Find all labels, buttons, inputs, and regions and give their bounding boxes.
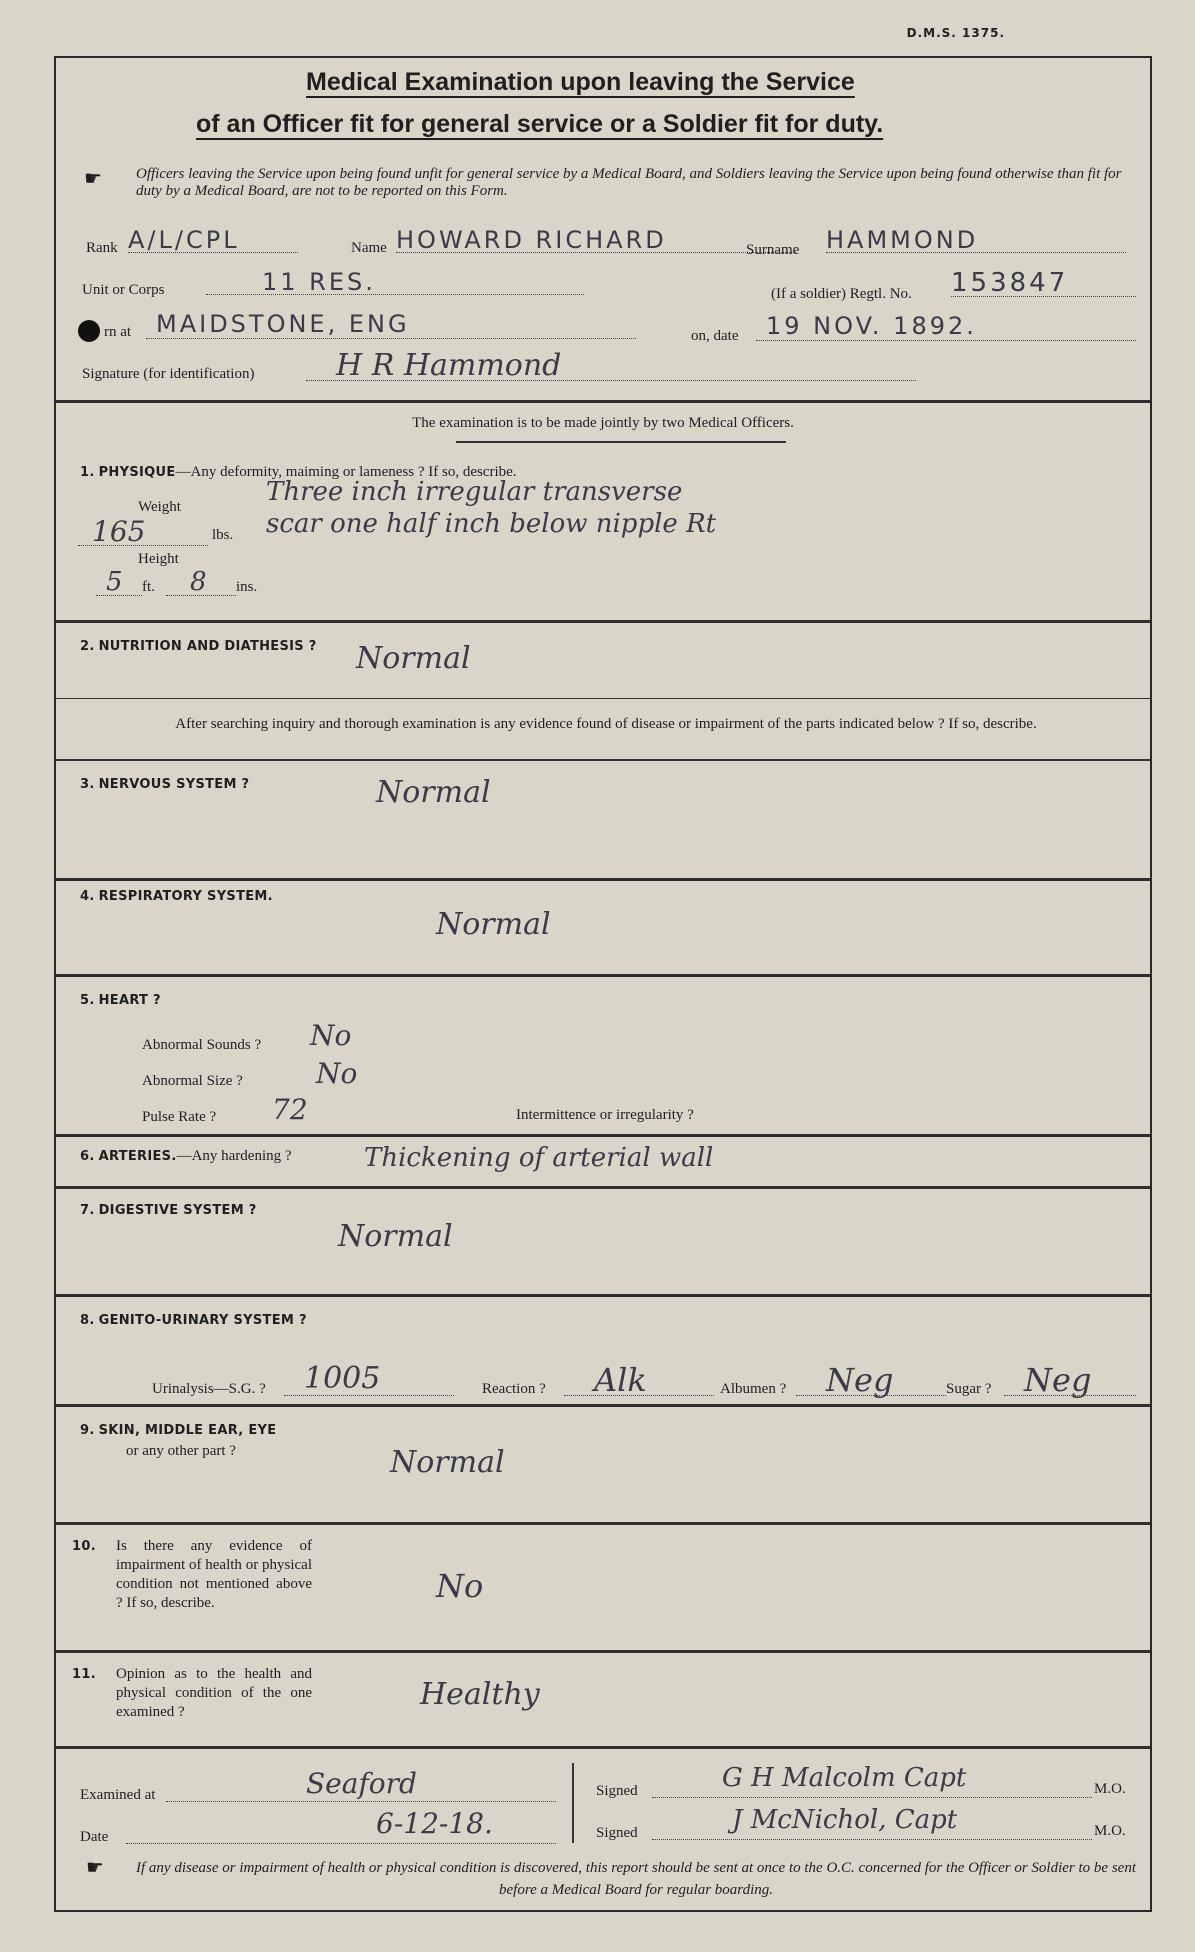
regtl-field xyxy=(951,268,1136,297)
rank-label: Rank xyxy=(86,240,118,256)
arteries-answer: Thickening of arterial wall xyxy=(364,1143,714,1173)
sugar-label: Sugar ? xyxy=(946,1381,992,1397)
abnormal-size-label: Abnormal Size ? xyxy=(142,1073,243,1089)
mo1-label: M.O. xyxy=(1094,1781,1126,1797)
exam-note-rule xyxy=(456,441,786,443)
sg-field xyxy=(284,1361,454,1396)
nervous-number: 3. xyxy=(80,777,95,792)
opinion-number: 11. xyxy=(72,1667,96,1682)
surname-value: HAMMOND xyxy=(826,226,979,254)
weight-label: Weight xyxy=(138,499,181,515)
punch-hole xyxy=(78,320,100,342)
section-nervous xyxy=(56,761,1150,881)
skin-answer: Normal xyxy=(390,1445,505,1480)
reaction-label: Reaction ? xyxy=(482,1381,546,1397)
height-in-value: 8 xyxy=(190,567,207,597)
name-field xyxy=(396,226,796,253)
height-in-field xyxy=(166,567,236,596)
opinion-answer: Healthy xyxy=(420,1677,540,1712)
height-ft-field xyxy=(96,567,142,596)
arteries-number: 6. xyxy=(80,1149,95,1164)
albumen-label: Albumen ? xyxy=(720,1381,787,1397)
nutrition-title: NUTRITION AND DIATHESIS ? xyxy=(98,639,317,654)
evidence-number: 10. xyxy=(72,1539,96,1554)
nutrition-number: 2. xyxy=(80,639,95,654)
section-skin xyxy=(56,1407,1150,1525)
examined-at-field xyxy=(166,1767,556,1802)
sugar-field xyxy=(1004,1361,1136,1399)
born-field xyxy=(146,310,636,339)
weight-value: 165 xyxy=(92,515,146,548)
pulse-rate-label: Pulse Rate ? xyxy=(142,1109,217,1125)
rank-value: A/L/CPL xyxy=(128,226,240,254)
opinion-question: Opinion as to the health and physical condition of the one examined ? xyxy=(116,1666,312,1720)
irregularity-label: Intermittence or irregularity ? xyxy=(516,1107,694,1123)
signature-label: Signature (for identification) xyxy=(82,366,255,382)
pointing-hand-icon: ☛ xyxy=(84,168,102,190)
exam-date-field xyxy=(126,1807,556,1844)
ins-label: ins. xyxy=(236,579,258,595)
exam-date-label: Date xyxy=(80,1829,109,1845)
date-of-birth-label: on, date xyxy=(691,328,739,344)
reaction-field xyxy=(564,1361,714,1399)
sg-value: 1005 xyxy=(304,1361,381,1396)
form-title-line2: of an Officer fit for general service or a Soldier fit for duty. xyxy=(196,110,884,138)
section-evidence xyxy=(56,1525,1150,1653)
albumen-value: Neg xyxy=(826,1361,894,1399)
skin-number: 9. xyxy=(80,1423,95,1438)
pulse-rate-value: 72 xyxy=(272,1093,308,1126)
arteries-question: —Any hardening ? xyxy=(176,1148,292,1164)
date-of-birth-value: 19 NOV. 1892. xyxy=(766,312,977,340)
height-label: Height xyxy=(138,551,179,567)
height-ft-value: 5 xyxy=(106,567,123,597)
surname-label: Surname xyxy=(746,242,800,258)
physique-title: PHYSIQUE xyxy=(98,465,176,480)
rank-field xyxy=(128,226,298,253)
section-digestive xyxy=(56,1189,1150,1297)
search-note-section xyxy=(56,699,1150,761)
section-heart xyxy=(56,977,1150,1137)
genito-number: 8. xyxy=(80,1313,95,1328)
respiratory-number: 4. xyxy=(80,889,95,904)
pointing-hand-icon: ☛ xyxy=(86,1857,104,1879)
reaction-value: Alk xyxy=(594,1361,647,1399)
signed1-field xyxy=(652,1763,1092,1798)
signed2-value: J McNichol, Capt xyxy=(732,1805,958,1835)
abnormal-size-value: No xyxy=(316,1057,358,1090)
arteries-title: ARTERIES. xyxy=(98,1149,177,1164)
signature-value: H R Hammond xyxy=(336,348,562,383)
nervous-title: NERVOUS SYSTEM ? xyxy=(98,777,250,792)
weight-field xyxy=(78,515,208,546)
respiratory-title: RESPIRATORY SYSTEM. xyxy=(98,889,273,904)
abnormal-sounds-label: Abnormal Sounds ? xyxy=(142,1037,262,1053)
signed2-label: Signed xyxy=(596,1825,638,1841)
examined-at-value: Seaford xyxy=(306,1767,417,1800)
ft-label: ft. xyxy=(142,579,155,595)
exam-note: The examination is to be made jointly by two Medical Officers. xyxy=(412,415,794,431)
signed1-value: G H Malcolm Capt xyxy=(722,1763,967,1793)
exam-note-section xyxy=(56,403,1150,445)
lbs-label: lbs. xyxy=(212,527,234,543)
nutrition-answer: Normal xyxy=(356,641,471,676)
name-label: Name xyxy=(351,240,387,256)
section-respiratory xyxy=(56,881,1150,977)
section-genito-urinary xyxy=(56,1297,1150,1407)
nervous-answer: Normal xyxy=(376,775,491,810)
final-note: If any disease or impairment of health or physical condition is discovered, this report should be sent at once to the O.C. concerned for the Officer or Soldier to be sent before a Medical Board for regular boarding. xyxy=(136,1860,1136,1898)
regtl-value: 153847 xyxy=(951,268,1069,298)
signature-field xyxy=(306,348,916,381)
regtl-label: (If a soldier) Regtl. No. xyxy=(771,286,912,302)
evidence-question: Is there any evidence of impairment of health or physical condition not mentioned above ? If so, describe. xyxy=(116,1538,312,1611)
born-value: MAIDSTONE, ENG xyxy=(156,310,410,338)
section-arteries xyxy=(56,1137,1150,1189)
surname-field xyxy=(826,226,1126,253)
form-title-line1: Medical Examination upon leaving the Service xyxy=(306,68,855,96)
signed2-field xyxy=(652,1805,1092,1840)
examined-at-label: Examined at xyxy=(80,1787,156,1803)
section-physique xyxy=(56,445,1150,623)
unit-label: Unit or Corps xyxy=(82,282,165,298)
sugar-value: Neg xyxy=(1024,1361,1092,1399)
digestive-number: 7. xyxy=(80,1203,95,1218)
urinalysis-label: Urinalysis—S.G. ? xyxy=(152,1381,266,1397)
abnormal-sounds-value: No xyxy=(310,1019,352,1052)
digestive-answer: Normal xyxy=(338,1219,453,1254)
respiratory-answer: Normal xyxy=(436,907,551,942)
date-of-birth-field xyxy=(756,312,1136,341)
signed1-label: Signed xyxy=(596,1783,638,1799)
heart-number: 5. xyxy=(80,993,95,1008)
section-opinion xyxy=(56,1653,1150,1749)
physique-number: 1. xyxy=(80,465,95,480)
search-note: After searching inquiry and thorough examination is any evidence found of disease or impairment of the parts indicated below ? If so, describe. xyxy=(175,716,1037,732)
unit-value: 11 RES. xyxy=(262,268,376,296)
albumen-field xyxy=(796,1361,946,1399)
skin-subtitle: or any other part ? xyxy=(126,1443,236,1459)
exam-date-value: 6-12-18. xyxy=(376,1807,493,1840)
instruction-note: Officers leaving the Service upon being found unfit for general service by a Medical Board, and Soldiers leaving the Service upon being found otherwise than fit for duty by a Medical Board, are not to be reported on this Form. xyxy=(136,166,1122,199)
form-id: D.M.S. 1375. xyxy=(906,26,1005,40)
skin-title: SKIN, MIDDLE EAR, EYE xyxy=(98,1423,277,1438)
footer-section xyxy=(56,1749,1150,1910)
heart-title: HEART ? xyxy=(98,993,161,1008)
name-value: HOWARD RICHARD xyxy=(396,226,667,254)
physique-question: —Any deformity, maiming or lameness ? If so, describe. xyxy=(175,464,517,480)
physique-answer-line1: Three inch irregular transverse xyxy=(266,477,683,507)
evidence-answer: No xyxy=(436,1567,484,1605)
section-nutrition xyxy=(56,623,1150,699)
mo2-label: M.O. xyxy=(1094,1823,1126,1839)
footer-divider xyxy=(572,1763,574,1843)
header-section xyxy=(56,58,1150,403)
physique-answer-line2: scar one half inch below nipple Rt xyxy=(266,509,717,539)
form-page xyxy=(54,56,1152,1912)
digestive-title: DIGESTIVE SYSTEM ? xyxy=(98,1203,257,1218)
born-label: rn at xyxy=(104,324,132,340)
genito-title: GENITO-URINARY SYSTEM ? xyxy=(98,1313,307,1328)
unit-field xyxy=(206,268,584,295)
